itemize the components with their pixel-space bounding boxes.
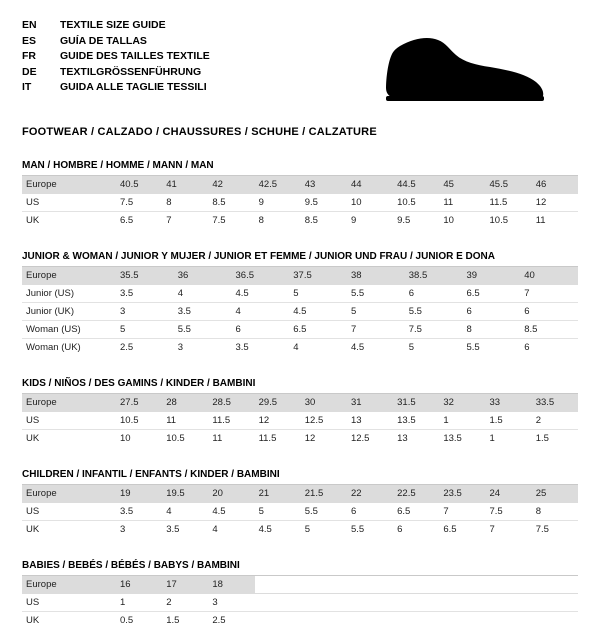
cell: 6.5	[463, 285, 521, 303]
cell: 7	[162, 212, 208, 230]
cell	[301, 576, 347, 594]
cell: 3.5	[174, 303, 232, 321]
table-row	[22, 339, 578, 357]
cell: 44.5	[393, 176, 439, 194]
cell	[532, 612, 578, 629]
section-babies	[22, 560, 578, 629]
row-label: UK	[22, 212, 116, 230]
cell: 7.5	[208, 212, 254, 230]
cell: 4	[289, 339, 347, 357]
table-row	[22, 321, 578, 339]
cell: 1	[116, 594, 162, 612]
row-label: US	[22, 503, 116, 521]
cell: 5.5	[347, 521, 393, 539]
cell: 39	[463, 267, 521, 285]
table-row	[22, 594, 578, 612]
cell: 12	[255, 412, 301, 430]
cell: 38.5	[405, 267, 463, 285]
cell: 10	[116, 430, 162, 448]
cell: 6.5	[439, 521, 485, 539]
cell: 16	[116, 576, 162, 594]
language-row	[22, 80, 210, 96]
size-table-man	[22, 176, 578, 229]
cell: 4.5	[208, 503, 254, 521]
cell: 3	[116, 521, 162, 539]
cell	[347, 612, 393, 629]
cell	[439, 576, 485, 594]
cell: 29.5	[255, 394, 301, 412]
cell: 5	[289, 285, 347, 303]
table-row	[22, 612, 578, 629]
cell: 17	[162, 576, 208, 594]
cell	[532, 594, 578, 612]
cell: 10.5	[116, 412, 162, 430]
cell: 5	[255, 503, 301, 521]
table-row	[22, 285, 578, 303]
cell: 11.5	[255, 430, 301, 448]
row-label: US	[22, 594, 116, 612]
section-title: MAN / HOMBRE / HOMME / MANN / MAN	[22, 160, 578, 176]
cell: 6.5	[393, 503, 439, 521]
cell: 2	[162, 594, 208, 612]
cell: 21	[255, 485, 301, 503]
section-children	[22, 469, 578, 538]
cell: 31	[347, 394, 393, 412]
cell: 46	[532, 176, 578, 194]
cell: 42	[208, 176, 254, 194]
cell: 1.5	[532, 430, 578, 448]
cell: 3.5	[162, 521, 208, 539]
cell: 12.5	[301, 412, 347, 430]
cell: 33.5	[532, 394, 578, 412]
cell: 6	[520, 303, 578, 321]
table-row	[22, 303, 578, 321]
section-man	[22, 160, 578, 229]
cell	[393, 612, 439, 629]
cell: 3.5	[116, 503, 162, 521]
cell: 27.5	[116, 394, 162, 412]
cell: 38	[347, 267, 405, 285]
language-title: GUIDA ALLE TAGLIE TESSILI	[60, 80, 207, 96]
cell: 7	[520, 285, 578, 303]
cell: 36	[174, 267, 232, 285]
size-table-kids	[22, 394, 578, 447]
size-table-babies	[22, 576, 578, 629]
cell: 9.5	[393, 212, 439, 230]
cell	[393, 576, 439, 594]
size-table-junior-woman	[22, 267, 578, 356]
language-row	[22, 34, 210, 50]
cell: 11.5	[486, 194, 532, 212]
cell: 4	[232, 303, 290, 321]
language-title: TEXTILGRÖSSENFÜHRUNG	[60, 65, 201, 81]
cell: 8.5	[301, 212, 347, 230]
cell: 1.5	[162, 612, 208, 629]
cell: 6.5	[116, 212, 162, 230]
footwear-section-title: FOOTWEAR / CALZADO / CHAUSSURES / SCHUHE / CALZATURE	[22, 126, 578, 138]
language-list	[22, 18, 210, 96]
cell: 5.5	[174, 321, 232, 339]
cell: 5	[405, 339, 463, 357]
cell: 2.5	[208, 612, 254, 629]
cell: 4	[162, 503, 208, 521]
cell: 5.5	[301, 503, 347, 521]
cell: 45.5	[486, 176, 532, 194]
cell: 4	[208, 521, 254, 539]
language-code: EN	[22, 18, 60, 34]
language-title: TEXTILE SIZE GUIDE	[60, 18, 166, 34]
cell	[301, 612, 347, 629]
cell: 4	[174, 285, 232, 303]
cell: 3	[208, 594, 254, 612]
cell	[486, 594, 532, 612]
cell: 12	[532, 194, 578, 212]
cell: 18	[208, 576, 254, 594]
row-label: Junior (UK)	[22, 303, 116, 321]
row-label: Europe	[22, 485, 116, 503]
cell: 11	[162, 412, 208, 430]
table-row	[22, 503, 578, 521]
cell: 8	[532, 503, 578, 521]
size-table-children	[22, 485, 578, 538]
cell: 9.5	[301, 194, 347, 212]
cell: 6.5	[289, 321, 347, 339]
row-label: US	[22, 194, 116, 212]
cell: 10.5	[162, 430, 208, 448]
cell: 8.5	[208, 194, 254, 212]
cell	[439, 594, 485, 612]
language-row	[22, 65, 210, 81]
table-row	[22, 194, 578, 212]
table-row	[22, 485, 578, 503]
cell: 32	[439, 394, 485, 412]
row-label: Europe	[22, 576, 116, 594]
cell: 40	[520, 267, 578, 285]
row-label: Europe	[22, 267, 116, 285]
cell: 42.5	[255, 176, 301, 194]
cell: 10.5	[393, 194, 439, 212]
row-label: Europe	[22, 394, 116, 412]
cell: 40.5	[116, 176, 162, 194]
cell	[347, 576, 393, 594]
cell: 5	[347, 303, 405, 321]
language-title: GUÍA DE TALLAS	[60, 34, 147, 50]
language-title: GUIDE DES TAILLES TEXTILE	[60, 49, 210, 65]
language-code: ES	[22, 34, 60, 50]
cell	[393, 594, 439, 612]
cell: 6	[463, 303, 521, 321]
language-code: FR	[22, 49, 60, 65]
cell: 13.5	[393, 412, 439, 430]
cell: 7.5	[405, 321, 463, 339]
cell	[301, 594, 347, 612]
document-header	[22, 18, 578, 110]
table-row	[22, 267, 578, 285]
cell: 12	[301, 430, 347, 448]
table-row	[22, 430, 578, 448]
row-label: UK	[22, 612, 116, 629]
dress-shoe-icon	[376, 32, 556, 110]
cell: 5	[116, 321, 174, 339]
cell: 8.5	[520, 321, 578, 339]
table-row	[22, 576, 578, 594]
cell: 11	[208, 430, 254, 448]
cell: 11	[439, 194, 485, 212]
cell: 1	[486, 430, 532, 448]
cell: 24	[486, 485, 532, 503]
cell: 6	[393, 521, 439, 539]
cell: 11.5	[208, 412, 254, 430]
cell: 41	[162, 176, 208, 194]
row-label: Woman (UK)	[22, 339, 116, 357]
row-label: UK	[22, 521, 116, 539]
table-row	[22, 394, 578, 412]
cell: 44	[347, 176, 393, 194]
cell: 13.5	[439, 430, 485, 448]
cell: 1	[439, 412, 485, 430]
section-junior-woman	[22, 251, 578, 356]
cell	[439, 612, 485, 629]
cell	[532, 576, 578, 594]
row-label: US	[22, 412, 116, 430]
cell: 7	[486, 521, 532, 539]
cell: 13	[393, 430, 439, 448]
cell: 8	[463, 321, 521, 339]
cell	[255, 594, 301, 612]
cell: 22.5	[393, 485, 439, 503]
cell: 19	[116, 485, 162, 503]
cell: 5.5	[347, 285, 405, 303]
cell: 6	[405, 285, 463, 303]
language-row	[22, 49, 210, 65]
cell: 25	[532, 485, 578, 503]
table-row	[22, 521, 578, 539]
cell: 5.5	[463, 339, 521, 357]
cell: 4.5	[289, 303, 347, 321]
cell: 28	[162, 394, 208, 412]
cell: 1.5	[486, 412, 532, 430]
cell: 3	[116, 303, 174, 321]
section-kids	[22, 378, 578, 447]
cell: 12.5	[347, 430, 393, 448]
cell: 0.5	[116, 612, 162, 629]
table-row	[22, 176, 578, 194]
section-title: JUNIOR & WOMAN / JUNIOR Y MUJER / JUNIOR ET FEMME / JUNIOR UND FRAU / JUNIOR E DONA	[22, 251, 578, 267]
cell: 2.5	[116, 339, 174, 357]
cell: 20	[208, 485, 254, 503]
language-code: DE	[22, 65, 60, 81]
cell: 8	[162, 194, 208, 212]
cell: 23.5	[439, 485, 485, 503]
cell: 4.5	[255, 521, 301, 539]
cell: 22	[347, 485, 393, 503]
cell: 10.5	[486, 212, 532, 230]
cell: 35.5	[116, 267, 174, 285]
cell: 45	[439, 176, 485, 194]
cell: 19.5	[162, 485, 208, 503]
cell: 7	[439, 503, 485, 521]
cell	[255, 612, 301, 629]
cell: 13	[347, 412, 393, 430]
section-title: BABIES / BEBÉS / BÉBÉS / BABYS / BAMBINI	[22, 560, 578, 576]
cell: 21.5	[301, 485, 347, 503]
cell: 3.5	[232, 339, 290, 357]
cell: 30	[301, 394, 347, 412]
row-label: Junior (US)	[22, 285, 116, 303]
row-label: Europe	[22, 176, 116, 194]
table-row	[22, 212, 578, 230]
cell: 4.5	[347, 339, 405, 357]
cell: 7	[347, 321, 405, 339]
table-row	[22, 412, 578, 430]
cell: 5	[301, 521, 347, 539]
cell	[255, 576, 301, 594]
cell: 28.5	[208, 394, 254, 412]
cell: 43	[301, 176, 347, 194]
cell: 37.5	[289, 267, 347, 285]
section-title: KIDS / NIÑOS / DES GAMINS / KINDER / BAMBINI	[22, 378, 578, 394]
cell	[486, 576, 532, 594]
language-row	[22, 18, 210, 34]
cell: 6	[347, 503, 393, 521]
cell: 4.5	[232, 285, 290, 303]
cell: 2	[532, 412, 578, 430]
cell: 5.5	[405, 303, 463, 321]
cell: 3	[174, 339, 232, 357]
cell: 3.5	[116, 285, 174, 303]
cell: 36.5	[232, 267, 290, 285]
row-label: UK	[22, 430, 116, 448]
cell: 6	[520, 339, 578, 357]
language-code: IT	[22, 80, 60, 96]
row-label: Woman (US)	[22, 321, 116, 339]
cell: 7.5	[486, 503, 532, 521]
cell: 9	[255, 194, 301, 212]
cell: 11	[532, 212, 578, 230]
cell: 10	[439, 212, 485, 230]
cell: 8	[255, 212, 301, 230]
cell: 7.5	[116, 194, 162, 212]
cell: 10	[347, 194, 393, 212]
cell	[486, 612, 532, 629]
cell: 33	[486, 394, 532, 412]
cell	[347, 594, 393, 612]
cell: 9	[347, 212, 393, 230]
section-title: CHILDREN / INFANTIL / ENFANTS / KINDER / BAMBINI	[22, 469, 578, 485]
cell: 31.5	[393, 394, 439, 412]
cell: 6	[232, 321, 290, 339]
cell: 7.5	[532, 521, 578, 539]
